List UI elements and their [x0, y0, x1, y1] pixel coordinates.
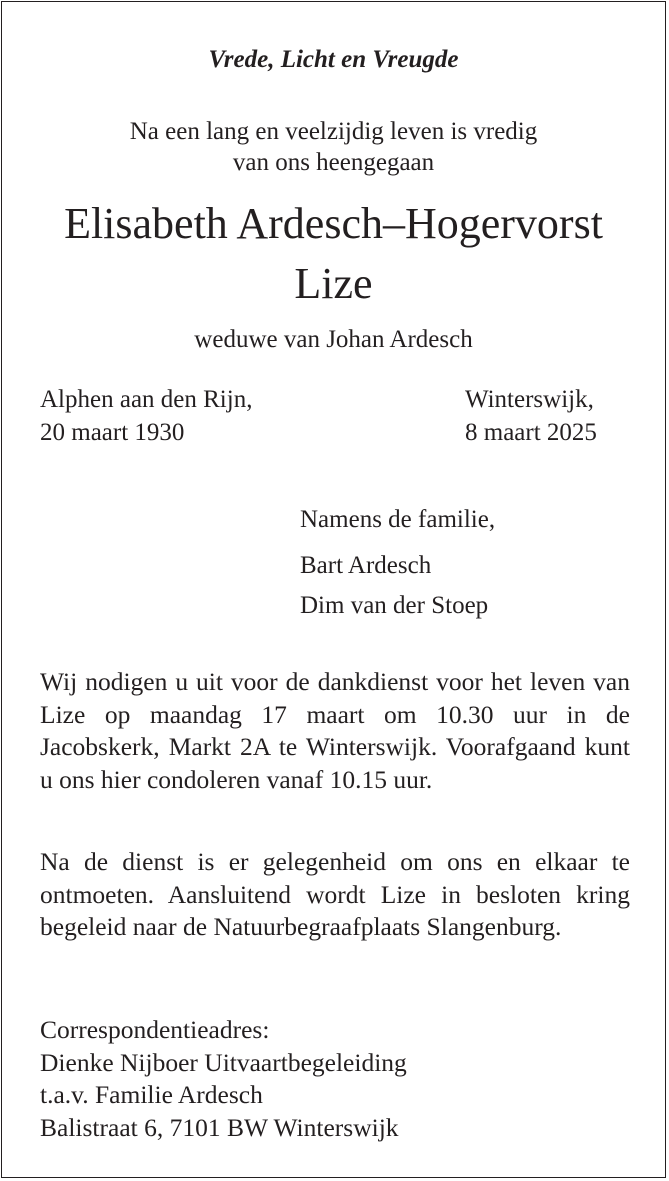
deceased-nickname: Lize: [294, 259, 373, 308]
birth-info: [40, 383, 252, 449]
death-date: 8 maart 2025: [465, 419, 597, 446]
motto: Vrede, Licht en Vreugde: [208, 46, 459, 73]
signature-intro: Namens de familie,: [300, 506, 496, 533]
death-place: Winterswijk,: [465, 386, 594, 413]
service-paragraph: Wij nodigen u uit voor de dankdienst voor het leven van Lize op maandag 17 maart om 10.30 uur in de Jacobskerk, Markt 2A te Winterswijk. Voorafgaand kunt u ons hier condoleren vanaf 10.15 uur.: [40, 667, 630, 794]
address-line: Balistraat 6, 7101 BW Winterswijk: [40, 1112, 399, 1142]
intro-line: van ons heengegaan: [232, 149, 435, 176]
birth-place: Alphen aan den Rijn,: [40, 386, 253, 413]
deceased-name: Elisabeth Ardesch–Hogervorst: [64, 199, 603, 248]
gathering-paragraph: Na de dienst is er gelegenheid om ons en elkaar te ontmoeten. Aansluitend wordt Lize in besloten kring begeleid naar de Natuurbegraafplaats Slangenburg.: [40, 847, 630, 941]
address-line: Dienke Nijboer Uitvaartbegeleiding: [40, 1047, 407, 1077]
obituary-card: [1, 1, 666, 1178]
address-heading: Correspondentieadres:: [40, 1015, 270, 1044]
birth-date: 20 maart 1930: [40, 419, 185, 446]
intro-line: Na een lang en veelzijdig leven is vredig: [129, 118, 538, 145]
death-info: [465, 383, 597, 449]
correspondence-address: [40, 1014, 407, 1144]
intro-text: [2, 116, 665, 178]
relation-line: weduwe van Johan Ardesch: [194, 326, 473, 353]
signer-name: Bart Ardesch: [300, 552, 432, 579]
address-line: t.a.v. Familie Ardesch: [40, 1080, 263, 1109]
signer-name: Dim van der Stoep: [300, 592, 489, 619]
